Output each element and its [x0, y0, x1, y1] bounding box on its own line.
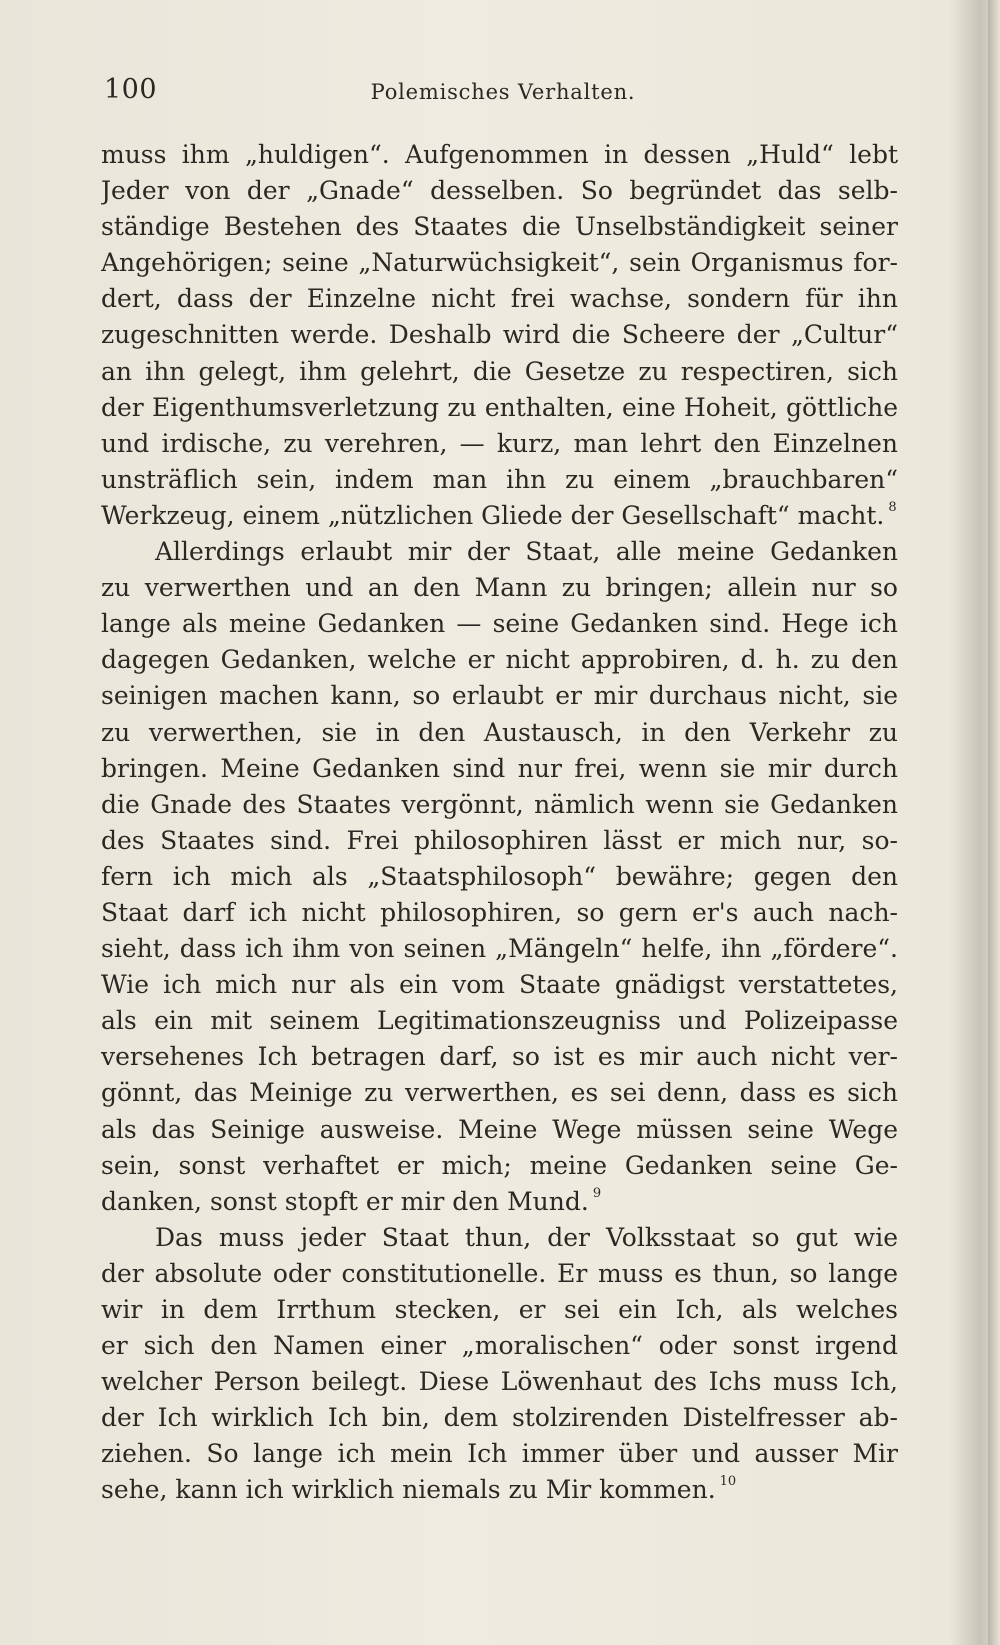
text-line: zugeschnitten werde. Deshalb wird die Scheere der „Cultur“ — [101, 320, 898, 350]
text-line: Staat darf ich nicht philosophiren, so gern er's auch nach- — [101, 897, 898, 927]
footnote-ref: 8 — [888, 499, 897, 515]
text-line-paragraph-end — [101, 1472, 898, 1508]
text-line-content: danken, sonst stopft er mir den Mund. — [101, 1186, 589, 1216]
text-line: wir in dem Irrthum stecken, er sei ein Ich, als welches — [101, 1295, 898, 1324]
text-line: ziehen. So lange ich mein Ich immer über und ausser Mir — [101, 1439, 898, 1469]
page-edge-shadow — [988, 0, 1000, 1645]
text-line: als ein mit seinem Legitimationszeugniss und Polizeipasse — [101, 1006, 898, 1036]
text-line: bringen. Meine Gedanken sind nur frei, wenn sie mir durch — [101, 753, 898, 783]
text-line: seinigen machen kann, so erlaubt er mir durchaus nicht, sie — [101, 681, 898, 711]
text-line: die Gnade des Staates vergönnt, nämlich wenn sie Gedanken — [101, 789, 898, 819]
text-line: der Eigenthumsverletzung zu enthalten, eine Hoheit, göttliche — [101, 392, 898, 422]
body-text — [101, 137, 898, 1509]
text-line: Angehörigen; seine „Naturwüchsigkeit“, sein Organismus for- — [101, 248, 898, 278]
text-line: der absolute oder constitutionelle. Er muss es thun, so lange — [101, 1258, 898, 1288]
text-line: sein, sonst verhaftet er mich; meine Gedanken seine Ge- — [101, 1150, 898, 1180]
text-line: unsträflich sein, indem man ihn zu einem „brauchbaren“ — [101, 464, 898, 494]
footnote-ref: 10 — [719, 1474, 737, 1490]
text-line: sieht, dass ich ihm von seinen „Mängeln“ helfe, ihn „fördere“. — [101, 934, 898, 964]
text-line: welcher Person beilegt. Diese Löwenhaut des Ichs muss Ich, — [101, 1367, 898, 1397]
text-line: der Ich wirklich Ich bin, dem stolzirenden Distelfresser ab- — [101, 1403, 898, 1433]
text-line-paragraph-end — [101, 1184, 898, 1220]
text-line: Jeder von der „Gnade“ desselben. So begründet das selb- — [101, 176, 898, 206]
page-header — [104, 74, 902, 114]
text-line: als das Seinige ausweise. Meine Wege müssen seine Wege — [101, 1114, 898, 1144]
page-number: 100 — [104, 74, 158, 105]
text-line: gönnt, das Meinige zu verwerthen, es sei denn, dass es sich — [101, 1078, 898, 1108]
text-line: fern ich mich als „Staatsphilosoph“ bewähre; gegen den — [101, 861, 898, 891]
text-line-paragraph-start: Allerdings erlaubt mir der Staat, alle meine Gedanken — [155, 537, 898, 567]
text-line: dagegen Gedanken, welche er nicht approbiren, d. h. zu den — [101, 645, 898, 675]
text-line: lange als meine Gedanken — seine Gedanken sind. Hege ich — [101, 609, 898, 639]
text-line-content: sehe, kann ich wirklich niemals zu Mir kommen. — [101, 1475, 716, 1505]
footnote-ref: 9 — [592, 1185, 602, 1201]
text-line: muss ihm „huldigen“. Aufgenommen in dessen „Huld“ lebt — [101, 140, 898, 169]
text-line: dert, dass der Einzelne nicht frei wachse, sondern für ihn — [101, 284, 898, 314]
text-line-paragraph-end — [101, 498, 898, 534]
running-title: Polemisches Verhalten. — [370, 80, 636, 104]
text-line: zu verwerthen und an den Mann zu bringen; allein nur so — [101, 573, 898, 603]
text-line: ständige Bestehen des Staates die Unselbständigkeit seiner — [101, 212, 898, 242]
text-line: und irdische, zu verehren, — kurz, man lehrt den Einzelnen — [101, 428, 898, 458]
text-line: Wie ich mich nur als ein vom Staate gnädigst verstattetes, — [101, 970, 898, 1000]
text-line: versehenes Ich betragen darf, so ist es mir auch nicht ver- — [101, 1042, 898, 1072]
text-line: an ihn gelegt, ihm gelehrt, die Gesetze zu respectiren, sich — [101, 356, 898, 386]
text-line: zu verwerthen, sie in den Austausch, in den Verkehr zu — [101, 717, 898, 747]
text-line-content: Werkzeug, einem „nützlichen Gliede der Gesellschaft“ macht. — [101, 500, 885, 530]
text-line-paragraph-start: Das muss jeder Staat thun, der Volksstaat so gut wie — [155, 1222, 898, 1252]
text-line: er sich den Namen einer „moralischen“ oder sonst irgend — [101, 1331, 898, 1361]
text-line: des Staates sind. Frei philosophiren lässt er mich nur, so- — [101, 825, 898, 855]
